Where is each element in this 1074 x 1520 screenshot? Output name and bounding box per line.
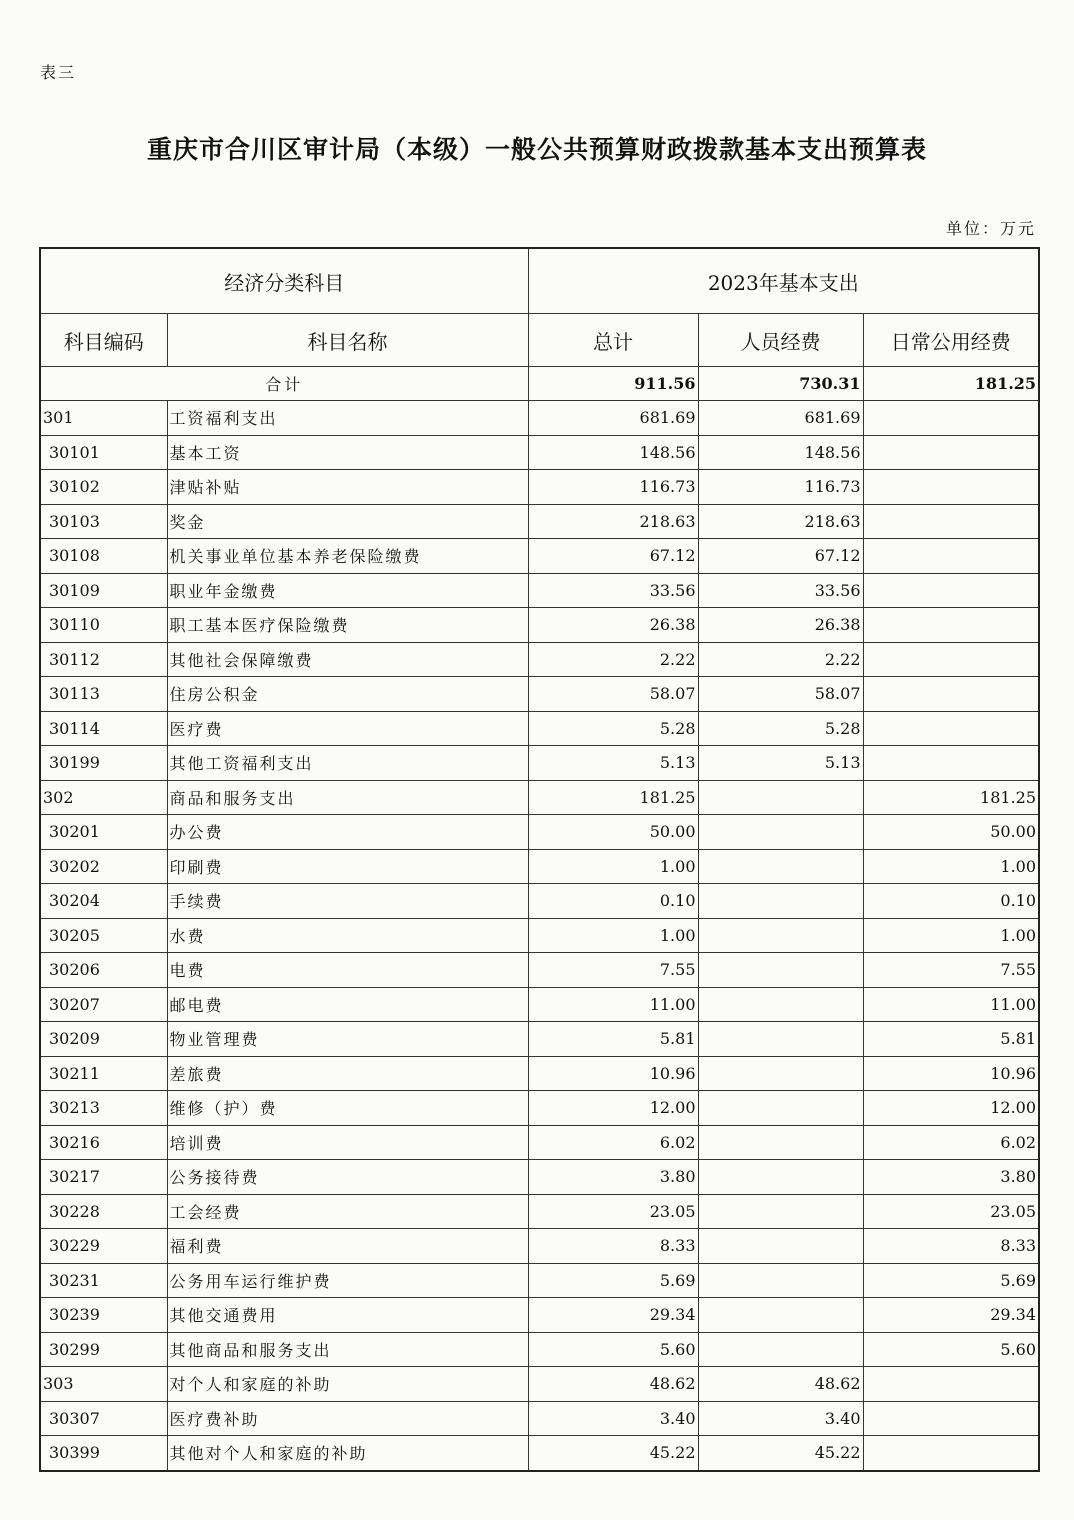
table-row: [40, 1022, 1039, 1057]
row-name: 公务接待费: [167, 1160, 528, 1195]
row-personnel: [698, 849, 863, 884]
budget-table: [39, 247, 1040, 1472]
row-code: 30307: [40, 1401, 167, 1436]
row-code: 30239: [40, 1298, 167, 1333]
row-total: 58.07: [528, 677, 698, 712]
row-total: 33.56: [528, 573, 698, 608]
table-row: [40, 1332, 1039, 1367]
row-total: 6.02: [528, 1125, 698, 1160]
row-name: 职业年金缴费: [167, 573, 528, 608]
row-personnel: 681.69: [698, 401, 863, 436]
row-public: 0.10: [863, 884, 1039, 919]
table-row: [40, 470, 1039, 505]
row-personnel: [698, 1332, 863, 1367]
row-name: 机关事业单位基本养老保险缴费: [167, 539, 528, 574]
row-code: 30101: [40, 435, 167, 470]
row-name: 培训费: [167, 1125, 528, 1160]
row-public: [863, 677, 1039, 712]
row-name: 邮电费: [167, 987, 528, 1022]
row-total: 11.00: [528, 987, 698, 1022]
row-code: 30103: [40, 504, 167, 539]
row-personnel: [698, 1125, 863, 1160]
row-public: 11.00: [863, 987, 1039, 1022]
row-name: 住房公积金: [167, 677, 528, 712]
header-total: 总计: [528, 314, 698, 367]
row-total: 681.69: [528, 401, 698, 436]
row-name: 差旅费: [167, 1056, 528, 1091]
row-public: 1.00: [863, 849, 1039, 884]
row-code: 30229: [40, 1229, 167, 1264]
row-total: 2.22: [528, 642, 698, 677]
row-name: 维修（护）费: [167, 1091, 528, 1126]
row-public: [863, 504, 1039, 539]
row-personnel: [698, 1298, 863, 1333]
row-public: [863, 711, 1039, 746]
table-row: [40, 608, 1039, 643]
row-personnel: 148.56: [698, 435, 863, 470]
row-personnel: [698, 918, 863, 953]
table-row: [40, 918, 1039, 953]
table-row: [40, 1436, 1039, 1471]
row-code: 30199: [40, 746, 167, 781]
row-total: 5.81: [528, 1022, 698, 1057]
row-personnel: 5.13: [698, 746, 863, 781]
table-row: [40, 1056, 1039, 1091]
row-public: 8.33: [863, 1229, 1039, 1264]
table-row: [40, 642, 1039, 677]
row-total: 10.96: [528, 1056, 698, 1091]
row-public: 6.02: [863, 1125, 1039, 1160]
row-code: 30209: [40, 1022, 167, 1057]
row-code: 30112: [40, 642, 167, 677]
row-total: 5.28: [528, 711, 698, 746]
header-personnel: 人员经费: [698, 314, 863, 367]
row-public: 29.34: [863, 1298, 1039, 1333]
row-public: [863, 1401, 1039, 1436]
row-personnel: [698, 884, 863, 919]
table-row: [40, 884, 1039, 919]
row-public: 7.55: [863, 953, 1039, 988]
table-row: [40, 849, 1039, 884]
row-personnel: [698, 815, 863, 850]
row-public: 5.69: [863, 1263, 1039, 1298]
table-row: [40, 746, 1039, 781]
row-total: 181.25: [528, 780, 698, 815]
table-row: [40, 1229, 1039, 1264]
table-row: [40, 539, 1039, 574]
row-personnel: 5.28: [698, 711, 863, 746]
row-code: 30202: [40, 849, 167, 884]
row-personnel: [698, 987, 863, 1022]
row-total: 50.00: [528, 815, 698, 850]
table-row: [40, 401, 1039, 436]
row-name: 其他商品和服务支出: [167, 1332, 528, 1367]
row-name: 公务用车运行维护费: [167, 1263, 528, 1298]
header-subject-code: 科目编码: [40, 314, 167, 367]
row-personnel: [698, 953, 863, 988]
table-row: [40, 987, 1039, 1022]
table-row: [40, 1298, 1039, 1333]
row-code: 30206: [40, 953, 167, 988]
table-row: [40, 1160, 1039, 1195]
row-total: 26.38: [528, 608, 698, 643]
header-economic-classification: 经济分类科目: [40, 248, 528, 314]
table-row: [40, 1401, 1039, 1436]
unit-label: 单位：万元: [945, 219, 1036, 238]
row-public: 5.60: [863, 1332, 1039, 1367]
table-body: [40, 367, 1039, 1471]
row-personnel: [698, 1022, 863, 1057]
table-row: [40, 953, 1039, 988]
row-public: [863, 1367, 1039, 1402]
row-public: [863, 470, 1039, 505]
row-name: 对个人和家庭的补助: [167, 1367, 528, 1402]
row-public: [863, 539, 1039, 574]
row-public: 50.00: [863, 815, 1039, 850]
row-public: 23.05: [863, 1194, 1039, 1229]
row-total: 3.80: [528, 1160, 698, 1195]
table-row: [40, 435, 1039, 470]
row-code: 303: [40, 1367, 167, 1402]
row-total: 148.56: [528, 435, 698, 470]
row-total: 7.55: [528, 953, 698, 988]
row-personnel: [698, 1263, 863, 1298]
row-public: [863, 435, 1039, 470]
row-total: 67.12: [528, 539, 698, 574]
row-code: 30213: [40, 1091, 167, 1126]
total-public: 181.25: [863, 367, 1039, 401]
table-row: [40, 504, 1039, 539]
row-total: 5.13: [528, 746, 698, 781]
row-name: 医疗费: [167, 711, 528, 746]
row-name: 奖金: [167, 504, 528, 539]
row-personnel: 45.22: [698, 1436, 863, 1471]
row-total: 3.40: [528, 1401, 698, 1436]
row-name: 其他社会保障缴费: [167, 642, 528, 677]
header-public: 日常公用经费: [863, 314, 1039, 367]
table-label: 表三: [40, 63, 77, 82]
row-personnel: 67.12: [698, 539, 863, 574]
row-code: 30204: [40, 884, 167, 919]
table-row: [40, 573, 1039, 608]
row-code: 30113: [40, 677, 167, 712]
row-personnel: [698, 1229, 863, 1264]
row-name: 电费: [167, 953, 528, 988]
row-personnel: 58.07: [698, 677, 863, 712]
row-code: 301: [40, 401, 167, 436]
row-code: 30205: [40, 918, 167, 953]
row-name: 商品和服务支出: [167, 780, 528, 815]
row-public: 5.81: [863, 1022, 1039, 1057]
row-code: 30217: [40, 1160, 167, 1195]
header-column-row: [40, 314, 1039, 367]
table-row: [40, 1125, 1039, 1160]
row-code: 30216: [40, 1125, 167, 1160]
total-total: 911.56: [528, 367, 698, 401]
total-label: 合计: [40, 367, 528, 401]
row-personnel: 26.38: [698, 608, 863, 643]
row-total: 218.63: [528, 504, 698, 539]
row-total: 12.00: [528, 1091, 698, 1126]
row-code: 30207: [40, 987, 167, 1022]
row-total: 29.34: [528, 1298, 698, 1333]
row-name: 水费: [167, 918, 528, 953]
row-code: 30211: [40, 1056, 167, 1091]
table-row: [40, 677, 1039, 712]
row-personnel: 33.56: [698, 573, 863, 608]
row-personnel: 116.73: [698, 470, 863, 505]
table-row: [40, 1194, 1039, 1229]
row-code: 30231: [40, 1263, 167, 1298]
row-name: 手续费: [167, 884, 528, 919]
row-name: 其他对个人和家庭的补助: [167, 1436, 528, 1471]
row-total: 1.00: [528, 849, 698, 884]
table-row: [40, 1367, 1039, 1402]
row-name: 福利费: [167, 1229, 528, 1264]
row-name: 工会经费: [167, 1194, 528, 1229]
row-name: 工资福利支出: [167, 401, 528, 436]
header-basic-expenditure: 2023年基本支出: [528, 248, 1039, 314]
row-total: 5.60: [528, 1332, 698, 1367]
row-public: 1.00: [863, 918, 1039, 953]
total-personnel: 730.31: [698, 367, 863, 401]
row-code: 30109: [40, 573, 167, 608]
row-personnel: [698, 1091, 863, 1126]
row-name: 职工基本医疗保险缴费: [167, 608, 528, 643]
row-code: 30201: [40, 815, 167, 850]
row-total: 0.10: [528, 884, 698, 919]
row-personnel: [698, 1194, 863, 1229]
row-public: [863, 573, 1039, 608]
row-public: [863, 608, 1039, 643]
header-subject-name: 科目名称: [167, 314, 528, 367]
row-total: 1.00: [528, 918, 698, 953]
row-public: 181.25: [863, 780, 1039, 815]
row-total: 48.62: [528, 1367, 698, 1402]
header-group-row: [40, 248, 1039, 314]
row-name: 其他交通费用: [167, 1298, 528, 1333]
row-code: 30299: [40, 1332, 167, 1367]
row-name: 物业管理费: [167, 1022, 528, 1057]
table-row: [40, 1263, 1039, 1298]
row-public: 10.96: [863, 1056, 1039, 1091]
table-row: [40, 815, 1039, 850]
row-personnel: [698, 780, 863, 815]
row-name: 办公费: [167, 815, 528, 850]
row-name: 津贴补贴: [167, 470, 528, 505]
page-title: 重庆市合川区审计局（本级）一般公共预算财政拨款基本支出预算表: [146, 135, 927, 164]
table-row: [40, 711, 1039, 746]
row-public: [863, 1436, 1039, 1471]
row-code: 30110: [40, 608, 167, 643]
row-personnel: [698, 1160, 863, 1195]
row-code: 30108: [40, 539, 167, 574]
row-code: 30114: [40, 711, 167, 746]
row-public: 3.80: [863, 1160, 1039, 1195]
row-code: 30102: [40, 470, 167, 505]
row-total: 116.73: [528, 470, 698, 505]
row-code: 30228: [40, 1194, 167, 1229]
row-code: 302: [40, 780, 167, 815]
row-personnel: 3.40: [698, 1401, 863, 1436]
row-total: 5.69: [528, 1263, 698, 1298]
table-row: [40, 1091, 1039, 1126]
row-name: 基本工资: [167, 435, 528, 470]
row-public: [863, 642, 1039, 677]
table-row: [40, 780, 1039, 815]
row-name: 医疗费补助: [167, 1401, 528, 1436]
row-total: 8.33: [528, 1229, 698, 1264]
row-public: [863, 746, 1039, 781]
total-row: [40, 367, 1039, 401]
row-total: 23.05: [528, 1194, 698, 1229]
row-total: 45.22: [528, 1436, 698, 1471]
row-personnel: 2.22: [698, 642, 863, 677]
row-personnel: [698, 1056, 863, 1091]
row-name: 其他工资福利支出: [167, 746, 528, 781]
row-personnel: 218.63: [698, 504, 863, 539]
row-personnel: 48.62: [698, 1367, 863, 1402]
row-code: 30399: [40, 1436, 167, 1471]
row-name: 印刷费: [167, 849, 528, 884]
row-public: [863, 401, 1039, 436]
row-public: 12.00: [863, 1091, 1039, 1126]
